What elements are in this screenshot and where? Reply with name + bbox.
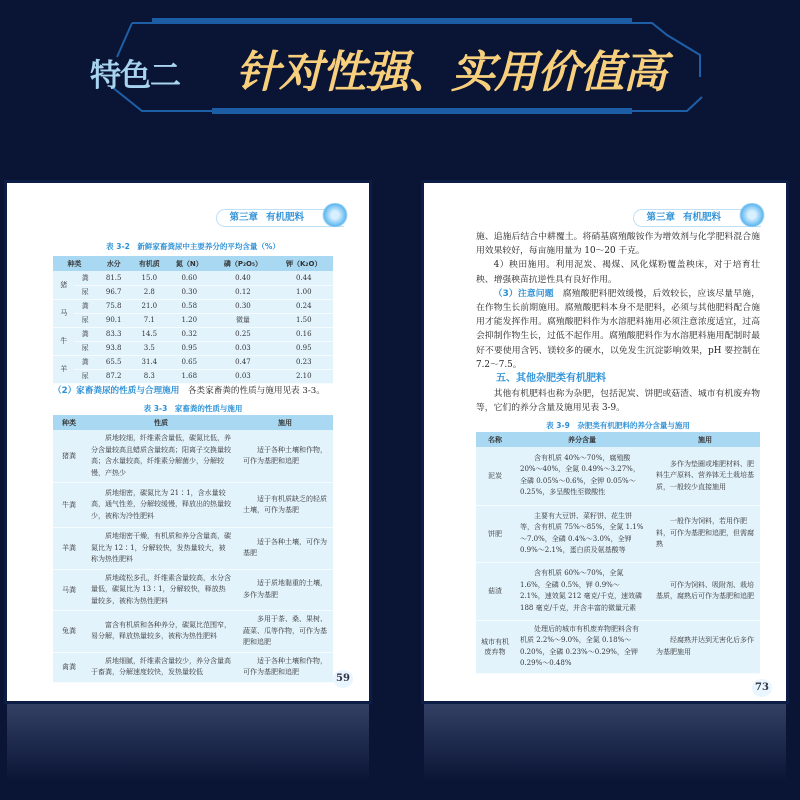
subsection-heading: （3）注意问题	[493, 288, 554, 299]
paragraph: 其他有机肥料也称为杂肥，包括泥炭、饼肥或菇渣、城市有机废弃物等，它们的养分含量及施用见表 3-9。	[476, 389, 760, 414]
paragraph	[476, 287, 760, 372]
nature-cell: 质地细密干燥，有机质和养分含量高，碳氮比为 12∶1，分解较快，发热量较大，被称为热性肥料	[85, 528, 237, 570]
flower-logo-icon	[738, 203, 766, 227]
value-cell: 0.44	[274, 271, 333, 285]
col-header: 名称	[476, 432, 514, 447]
kind-cell: 马粪	[53, 569, 85, 611]
body-text	[476, 387, 760, 415]
content-cell: 含有机质 60%～70%，全氮 1.6%，全磷 0.5%，钾 0.9%～2.1%，速效氮 212 毫克/千克，速效磷 188 毫克/千克，并含丰富的微量元素	[514, 562, 650, 620]
kind-cell: 羊粪	[53, 528, 85, 570]
value-cell: 3.5	[132, 341, 168, 355]
manure-properties-table	[53, 415, 333, 683]
type-cell: 尿	[74, 285, 95, 299]
animal-cell: 羊	[53, 355, 74, 383]
value-cell: 0.16	[274, 327, 333, 341]
table-row	[53, 341, 333, 355]
body-text	[476, 230, 760, 372]
value-cell: 87.2	[96, 369, 132, 383]
value-cell: 0.95	[274, 341, 333, 355]
table-row	[53, 299, 333, 313]
table-row	[53, 611, 333, 653]
section-text: 各类家畜粪的性质与施用见表 3-3。	[187, 386, 325, 396]
value-cell: 0.24	[274, 299, 333, 313]
table-row	[53, 430, 333, 483]
chapter-number: 第三章	[229, 212, 258, 223]
col-header: 施用	[650, 432, 760, 447]
type-cell: 尿	[74, 341, 95, 355]
kind-cell: 禽粪	[53, 652, 85, 682]
value-cell: 83.3	[96, 327, 132, 341]
value-cell: 15.0	[132, 271, 168, 285]
table-row	[53, 652, 333, 682]
col-header: 氮（N）	[167, 256, 211, 271]
table-row	[476, 562, 760, 620]
name-cell: 城市有机废弃物	[476, 620, 514, 673]
table-row	[476, 620, 760, 673]
value-cell: 21.0	[132, 299, 168, 313]
animal-cell: 牛	[53, 327, 74, 355]
value-cell: 0.23	[274, 355, 333, 369]
table-title: 表 3-9 杂肥类有机肥料的养分含量与施用	[546, 421, 690, 430]
name-cell: 菇渣	[476, 562, 514, 620]
page-number: 59	[333, 670, 353, 688]
value-cell: 2.10	[274, 369, 333, 383]
table-row	[53, 327, 333, 341]
value-cell: 65.5	[96, 355, 132, 369]
table-row	[476, 447, 760, 505]
table-row	[476, 505, 760, 562]
value-cell: 0.60	[167, 271, 211, 285]
page-number: 73	[752, 679, 772, 697]
content-cell: 主要有大豆饼、菜籽饼、花生饼等，含有机质 75%～85%，全氮 1.1%～7.0%，全磷 0.4%～3.0%，全钾 0.9%～2.1%，蛋白质及氨基酸等	[514, 505, 650, 562]
nature-cell: 质地疏松多孔，纤维素含量较高，水分含量低，碳氮比为 13∶1，分解较快，释放热量较多，被称为热性肥料	[85, 569, 237, 611]
col-header: 种类	[53, 256, 96, 271]
col-header: 钾（K₂O）	[274, 256, 333, 271]
col-header: 磷（P₂O₅）	[211, 256, 274, 271]
col-header: 水分	[96, 256, 132, 271]
value-cell: 90.1	[96, 313, 132, 327]
use-cell: 适于质地黏重的土壤，多作为基肥	[237, 569, 333, 611]
kind-cell: 猪粪	[53, 430, 85, 483]
use-cell: 适于各种土壤和作物，可作为基肥和追肥	[237, 430, 333, 483]
type-cell: 粪	[74, 355, 95, 369]
col-header: 有机质	[132, 256, 168, 271]
value-cell: 微量	[211, 313, 274, 327]
col-header: 施用	[237, 415, 333, 430]
value-cell: 81.5	[96, 271, 132, 285]
chapter-number: 第三章	[646, 212, 675, 223]
table-row	[53, 271, 333, 285]
paragraph-text: 腐殖酸肥料肥效缓慢，后效较长，应该尽量早施，在作物生长前期施用。腐殖酸肥料本身不是肥料，必须与其他肥料配合施用才能发挥作用。腐殖酸肥料作为水溶肥料施用必须注意浓度适宜，过高会抑制作物生长，过低不起作用。腐殖酸肥料作为水溶肥料施用配制时最好不要使用含钙、镁较多的硬水，以免发生沉淀影响效果，pH 要控制在 7.2～7.5。	[476, 288, 760, 370]
page-reflection	[7, 704, 369, 800]
col-header: 养分含量	[514, 432, 650, 447]
value-cell: 2.8	[132, 285, 168, 299]
table-row	[53, 483, 333, 528]
use-cell: 多用于茶、桑、果树、蔬菜、瓜等作物，可作为基肥和追肥	[237, 611, 333, 653]
col-header: 性质	[85, 415, 237, 430]
value-cell: 0.58	[167, 299, 211, 313]
content-cell: 处理后的城市有机废弃物肥料含有机质 2.2%～9.0%，全氮 0.18%～0.20%，全磷 0.23%～0.29%，全钾 0.29%～0.48%	[514, 620, 650, 673]
value-cell: 8.3	[132, 369, 168, 383]
paragraph: 4）秧田施用。利用泥炭、褐煤、风化煤粉覆盖秧床，对于培育壮秧、增强秧苗抗逆性具有良好作用。	[476, 260, 760, 285]
value-cell: 1.20	[167, 313, 211, 327]
table-row	[53, 285, 333, 299]
value-cell: 0.40	[211, 271, 274, 285]
name-cell: 饼肥	[476, 505, 514, 562]
value-cell: 7.1	[132, 313, 168, 327]
section-title: 五、其他杂肥类有机肥料	[496, 373, 606, 384]
page-reflection	[424, 704, 786, 800]
slogan-heading: 针对性强、实用价值高	[236, 47, 666, 98]
book-page-right	[424, 183, 786, 701]
nature-cell: 质地细密，碳氮比为 21∶1，含水量较高，通气性差，分解较缓慢，释放出的热量较少，被称为冷性肥料	[85, 483, 237, 528]
table-row	[53, 355, 333, 369]
nature-cell: 质地较细，纤维素含量低，碳氮比低，养分含量较高且蜡质含量较高；阳离子交换量较高；含水量较高，纤维素分解菌少，分解较慢，产热少	[85, 430, 237, 483]
name-cell: 泥炭	[476, 447, 514, 505]
value-cell: 96.7	[96, 285, 132, 299]
value-cell: 1.00	[274, 285, 333, 299]
value-cell: 0.12	[211, 285, 274, 299]
use-cell: 一般作为饲料，若用作肥料，可作为基肥和追肥，但需腐熟	[650, 505, 760, 562]
value-cell: 0.65	[167, 355, 211, 369]
value-cell: 0.25	[211, 327, 274, 341]
chapter-title: 有机肥料	[682, 212, 721, 223]
table-row	[53, 528, 333, 570]
table-title: 表 3-3 家畜粪的性质与施用	[143, 404, 243, 413]
misc-fertilizer-table	[476, 432, 760, 674]
chapter-title: 有机肥料	[265, 212, 304, 223]
table-row	[53, 313, 333, 327]
use-cell: 经腐熟并达到无害化后多作为基肥施用	[650, 620, 760, 673]
flower-logo-icon	[321, 203, 349, 227]
type-cell: 粪	[74, 299, 95, 313]
use-cell: 适于各种土壤和作物，可作为基肥和追肥	[237, 652, 333, 682]
value-cell: 0.30	[211, 299, 274, 313]
value-cell: 0.32	[167, 327, 211, 341]
kind-cell: 兔粪	[53, 611, 85, 653]
type-cell: 粪	[74, 271, 95, 285]
use-cell: 适于有机质缺乏的轻质土壤，可作为基肥	[237, 483, 333, 528]
use-cell: 适于各种土壤，可作为基肥	[237, 528, 333, 570]
animal-cell: 猪	[53, 271, 74, 299]
table-row	[53, 569, 333, 611]
value-cell: 1.68	[167, 369, 211, 383]
value-cell: 0.30	[167, 285, 211, 299]
type-cell: 粪	[74, 327, 95, 341]
animal-cell: 马	[53, 299, 74, 327]
value-cell: 75.8	[96, 299, 132, 313]
kind-cell: 牛粪	[53, 483, 85, 528]
feature-label: 特色二	[90, 58, 180, 94]
type-cell: 尿	[74, 369, 95, 383]
value-cell: 0.03	[211, 341, 274, 355]
value-cell: 93.8	[96, 341, 132, 355]
section-heading: （2）家畜粪尿的性质与合理施用	[53, 386, 180, 396]
type-cell: 尿	[74, 313, 95, 327]
value-cell: 0.47	[211, 355, 274, 369]
section-paragraph	[53, 384, 343, 398]
value-cell: 0.95	[167, 341, 211, 355]
book-page-left	[7, 183, 369, 701]
use-cell: 多作为垫圈或堆肥材料、肥料生产原料、营养钵无土栽培基质，一般较少直接施用	[650, 447, 760, 505]
paragraph: 施、追施后结合中耕覆土。将硝基腐殖酸铵作为增效剂与化学肥料混合施用效果较好，每亩施用量为 10～20 千克。	[476, 232, 760, 257]
nutrient-table	[53, 256, 333, 384]
col-header: 种类	[53, 415, 85, 430]
value-cell: 31.4	[132, 355, 168, 369]
value-cell: 0.03	[211, 369, 274, 383]
use-cell: 可作为饲料、吸附剂、栽培基质，腐熟后可作为基肥和追肥	[650, 562, 760, 620]
table-row	[53, 369, 333, 383]
value-cell: 14.5	[132, 327, 168, 341]
nature-cell: 质地细腻，纤维素含量较少，养分含量高于畜粪，分解速度较快，发热量较低	[85, 652, 237, 682]
value-cell: 1.50	[274, 313, 333, 327]
table-title: 表 3-2 新鲜家畜粪尿中主要养分的平均含量（%）	[106, 242, 280, 251]
nature-cell: 富含有机质和各种养分，碳氮比范围窄，易分解，释放热量较多，被称为热性肥料	[85, 611, 237, 653]
content-cell: 含有机质 40%～70%，腐殖酸 20%～40%，全氮 0.49%～3.27%，全磷 0.05%～0.6%，全钾 0.05%～0.25%，多呈酸性至微酸性	[514, 447, 650, 505]
